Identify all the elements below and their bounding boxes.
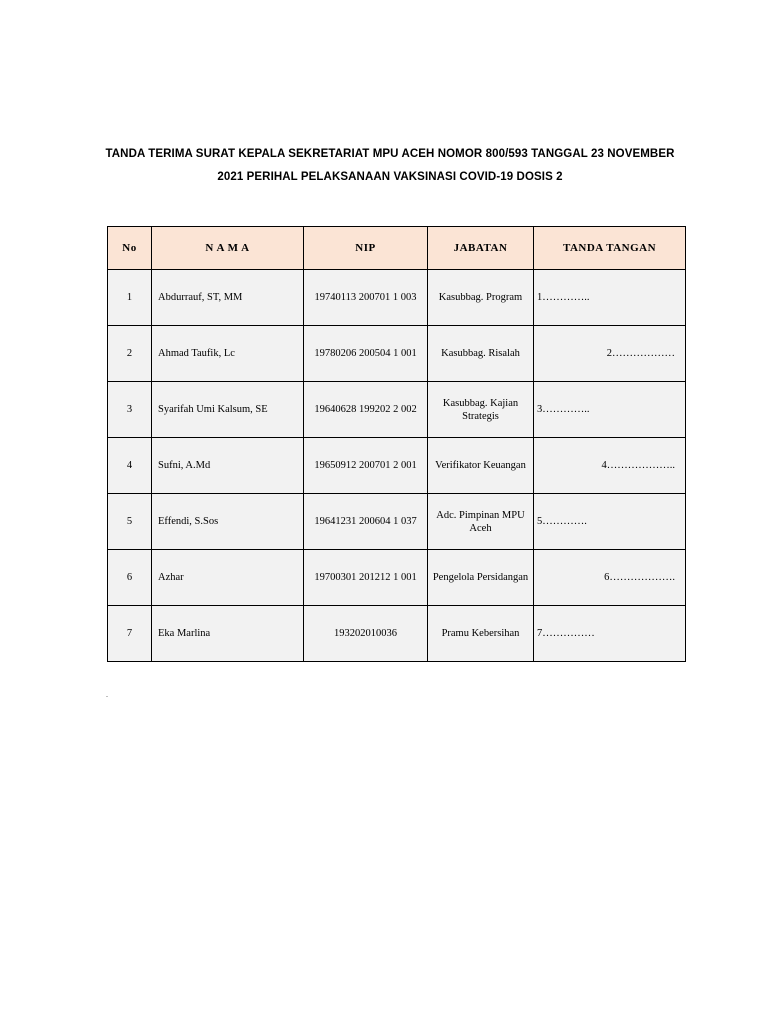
signature-cell: 6………………. bbox=[534, 550, 686, 606]
signature-cell: 1………….. bbox=[534, 270, 686, 326]
signature-cell: 7…………… bbox=[534, 606, 686, 662]
document-title-line-2: 2021 PERIHAL PELAKSANAAN VAKSINASI COVID-19 DOSIS 2 bbox=[217, 171, 563, 183]
row-number: 2 bbox=[108, 326, 152, 382]
position-cell: Kasubbag. Program bbox=[428, 270, 534, 326]
header-no: No bbox=[108, 227, 152, 270]
nip-cell: 19640628 199202 2 002 bbox=[304, 382, 428, 438]
position-cell: Kasubbag. Risalah bbox=[428, 326, 534, 382]
row-number: 5 bbox=[108, 494, 152, 550]
row-number: 4 bbox=[108, 438, 152, 494]
table-row bbox=[108, 606, 686, 662]
nip-cell: 19650912 200701 2 001 bbox=[304, 438, 428, 494]
name-cell: Abdurrauf, ST, MM bbox=[152, 270, 304, 326]
name-cell: Ahmad Taufik, Lc bbox=[152, 326, 304, 382]
header-jabatan: JABATAN bbox=[428, 227, 534, 270]
signature-cell: 4……………….. bbox=[534, 438, 686, 494]
signature-cell: 3………….. bbox=[534, 382, 686, 438]
nip-cell: 19780206 200504 1 001 bbox=[304, 326, 428, 382]
receipt-table bbox=[107, 226, 686, 662]
table-row bbox=[108, 270, 686, 326]
table-row bbox=[108, 438, 686, 494]
table-row bbox=[108, 494, 686, 550]
nip-cell: 19700301 201212 1 001 bbox=[304, 550, 428, 606]
position-cell: Pramu Kebersihan bbox=[428, 606, 534, 662]
position-cell: Kasubbag. Kajian Strategis bbox=[428, 382, 534, 438]
row-number: 3 bbox=[108, 382, 152, 438]
row-number: 1 bbox=[108, 270, 152, 326]
name-cell: Eka Marlina bbox=[152, 606, 304, 662]
table-row bbox=[108, 550, 686, 606]
name-cell: Azhar bbox=[152, 550, 304, 606]
signature-cell: 5…………. bbox=[534, 494, 686, 550]
row-number: 6 bbox=[108, 550, 152, 606]
header-tanda-tangan: TANDA TANGAN bbox=[534, 227, 686, 270]
position-cell: Verifikator Keuangan bbox=[428, 438, 534, 494]
nip-cell: 193202010036 bbox=[304, 606, 428, 662]
name-cell: Effendi, S.Sos bbox=[152, 494, 304, 550]
stray-mark: . bbox=[106, 690, 108, 699]
table-header-row bbox=[108, 227, 686, 270]
document-title-line-1: TANDA TERIMA SURAT KEPALA SEKRETARIAT MPU ACEH NOMOR 800/593 TANGGAL 23 NOVEMBER bbox=[105, 148, 675, 160]
nip-cell: 19641231 200604 1 037 bbox=[304, 494, 428, 550]
nip-cell: 19740113 200701 1 003 bbox=[304, 270, 428, 326]
name-cell: Sufni, A.Md bbox=[152, 438, 304, 494]
position-cell: Pengelola Persidangan bbox=[428, 550, 534, 606]
name-cell: Syarifah Umi Kalsum, SE bbox=[152, 382, 304, 438]
header-nama: N A M A bbox=[152, 227, 304, 270]
position-cell: Adc. Pimpinan MPU Aceh bbox=[428, 494, 534, 550]
table-row bbox=[108, 382, 686, 438]
signature-cell: 2……………… bbox=[534, 326, 686, 382]
row-number: 7 bbox=[108, 606, 152, 662]
table-row bbox=[108, 326, 686, 382]
header-nip: NIP bbox=[304, 227, 428, 270]
